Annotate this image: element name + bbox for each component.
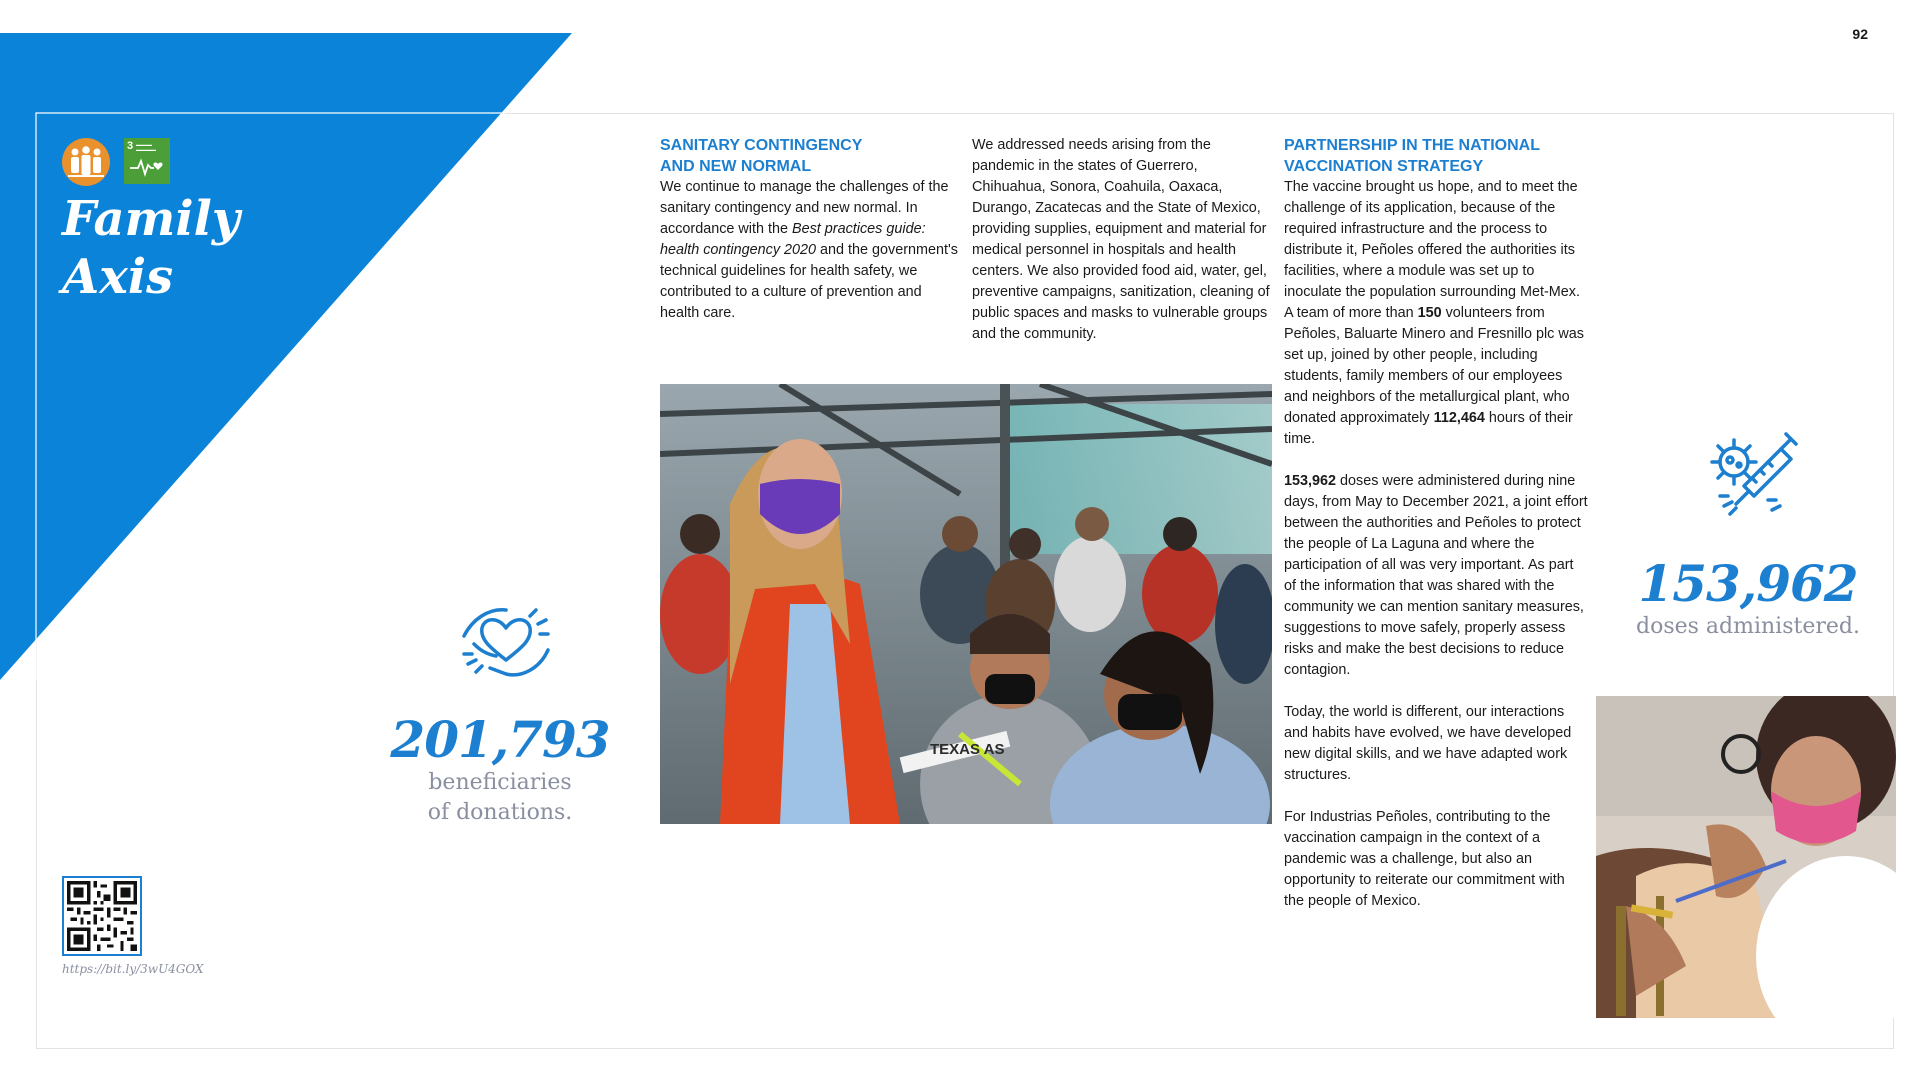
beneficiaries-label-2: of donations. [427,800,573,825]
column-vaccination-strategy [1284,135,1588,933]
vaccine-syringe-icon [1696,424,1806,534]
title-line-2: Axis [62,249,174,305]
doses-value: 153,962 [1638,554,1858,613]
paragraph-world-different: Today, the world is different, our interactions and habits have evolved, we have developed new digital skills, and we have adapted work structures. [1284,704,1572,783]
qr-code[interactable] [62,876,142,956]
heading-vaccination-1: PARTNERSHIP IN THE NATIONAL [1284,137,1541,154]
paragraph-pandemic-needs: We addressed needs arising from the pandemic in the states of Guerrero, Chihuahua, Sonora, Coahuila, Oaxaca, Durango, Zacatecas and the State of Mexico, providing supplies, equipment and material for medical personnel in hospitals and health centers. We also provided food aid, water, gel, preventive campaigns, sanitization, cleaning of public spaces and masks to vulnerable groups and the community. [972,137,1270,342]
qr-link[interactable]: https://bit.ly/3wU4GOX [62,962,204,976]
column-pandemic-needs [972,135,1272,366]
page-number: 92 [1852,26,1868,42]
qr-code-icon [67,881,137,951]
heading-sanitary-2: AND NEW NORMAL [660,158,812,175]
sdg-3-good-health-icon: 3 ▬▬▬▬ ▬▬▬▬▬ [124,138,170,184]
sdg-icons [62,138,170,186]
vaccination-closeup-photo [1596,696,1896,1018]
beneficiaries-label-1: beneficiaries [428,770,572,795]
doses-label: doses administered. [1636,614,1860,639]
heading-vaccination-2: VACCINATION STRATEGY [1284,158,1484,175]
paragraph-commitment: For Industrias Peñoles, contributing to the vaccination campaign in the context of a pandemic was a challenge, but also an opportunity to reiterate our commitment with the people of Mexico. [1284,809,1565,909]
vaccination-site-photo [660,384,1272,824]
shirt-text: TEXAS AS [930,741,1005,758]
blue-diagonal-banner [0,0,580,680]
column-sanitary-contingency [660,135,960,345]
paragraph-vaccine-hope: The vaccine brought us hope, and to meet the challenge of its application, because of the required infrastructure and the process to distribute it, Peñoles offered the authorities its facilities, where a module was set up to inoculate the population surrounding Met-Mex. A team of more than 150 volunteers from Peñoles, Baluarte Minero and Fresnillo plc was set up, joined by other people, including students, family members of our employees and neighbors of the metallurgical plant, who donated approximately 112,464 hours of their time. [1284,179,1584,447]
family-people-icon [62,138,110,186]
beneficiaries-value: 201,793 [390,710,610,769]
section-title [62,190,240,306]
title-line-1: Family [62,191,240,247]
beneficiaries-stat [380,712,620,828]
doses-stat [1610,556,1886,642]
heart-hands-icon [456,598,556,688]
paragraph-doses: 153,962 doses were administered during nine days, from May to December 2021, a joint effort between the authorities and Peñoles to protect the people of La Laguna and where the participation of all was very important. As part of the information that was shared with the community we can mention sanitary measures, suggestions to move safely, properly assess risks and make the best decisions to reduce contagion. [1284,473,1588,678]
paragraph-sanitary: We continue to manage the challenges of the sanitary contingency and new normal. In accordance with the Best practices guide: health contingency 2020 and the government's technical guidelines for health safety, we contributed to a culture of prevention and health care. [660,179,958,321]
heading-sanitary-1: SANITARY CONTINGENCY [660,137,863,154]
